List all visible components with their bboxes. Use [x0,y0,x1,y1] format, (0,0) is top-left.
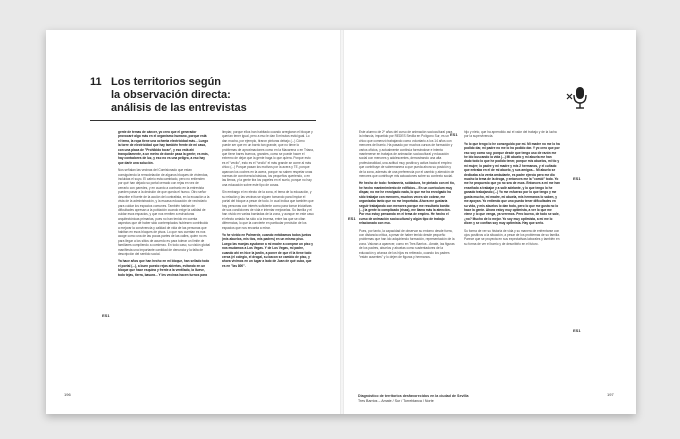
chapter-rule [90,120,316,121]
microphone-icon [566,85,588,111]
paragraph: He hecho de todo: fontanería, soldadura, he pintado con mi tío, he hecho mantenimiento de edificios... En un curriculum muy dispar, no me he enrolgado nada, lo que me ha enrolgado ha sido trabajar con menores, muchos veces sin cobrar, me organizaba tanto que no me importaba. Ahora me gustaría seguir trabajando con menores porque me resultaría bonito (...) la gente lo complicado (risas), me llama más la atención. Por eso estoy pensando en el tema de empleo. He hecho el curso de animación sociocultural y algún tipo de trabajo relacionado con eso. [359,181,455,226]
paragraph: hijo y nieto, que ha aprendido así el valor del trabajo y de la lucha por la supervivencia. [464,130,557,139]
paragraph: Este alumno de 2º años del curso de animación sociocultural para la infancia, impartido por REDES Sevilla en Polígono Sur, es un chico que comenzó trabajando como voluntario a los 14 años con menores del barrio. Ha pasado por muchos cursos de formación y varios oficios, y actualmente continúa formándose e intenta mantenerse en trabajos de animación sociocultural y educación social con menores y adolescentes, demostrando una alta profesionalidad, una actitud muy positiva y activa hacia el empleo que contribuye de sobremanera a que pueda ahora su posición y de la zona, además de una preferencia por el cambio y atención de menores que contribuye mis actuaciones sobre su contexto social. [359,130,455,179]
paragraph: Yo lo que tengo lo he conseguido por mí. Mi madre no me lo ha podido dar, mi padre no me lo ha podido dar. Y yo creo que por eso soy como soy, porque desde que tengo uso de razón me he ido buscando la vida (...) Mi abuelo y mi abuela me han dado todo lo que he podido tener, porque mis abuelos, mi tío y mi mujer; lo padre y mi madre y mis 2 hermanos, y el cuñado que entraba en el de mi abuelo, y sus amigos... Mi abuelo se dedicaba a la venta ambulante, es padre ejercía pero me dio mucho la tema de la droga, y entonces me la "comió" todo. Yo me he propuesto que yo no sea de esos. Entonces a mi me han enseñado a trabajar y a salir adelante, y lo que tengo lo he ganado trabajando (...) Yo me esfuerzo por lo que tengo y me gusta mucho, mi madre, mi abuela, mis hermanos lo saben, y me apoyan. Yo entiendo que uno pueda tener dificultades en su vida, y mis abuelos lo dan todo, pero lo que me gusta no lo hace la gente. Ahora estoy muy optimista, a ver lo que me viene y lo que venga, ya veremos. Pero bueno, de todo se sale, ¿no? Mucho de lo mejor. Yo soy muy optimista, a mí me lo dicen y se confían soy muy optimista. Hay que serlo. [464,141,560,226]
margin-label: ES1 [102,313,110,318]
margin-label: ES1 [573,328,581,333]
book-spread [46,30,636,414]
margin-label: ES1 [573,176,581,181]
paragraph: Pues, por tanto, la capacidad de observar su entorno desde fuera, con distancia crítica, a pesar de haber tenido desde pequeño problemas que han ido adquiriendo formación, representación de la zona. Valoran a aparecer, como en Tres Barrios - Amate, las figuras de los padres, abuelos y abuelas como sustentadores de la educación y crianza de los hijos es reiterado, cuando los padres "están ausentes" y lo dejen de figuras y hermanos. [359,228,455,259]
paragraph: Ya hace años que han hecho en mi bloque, han sellado todo el portal (...), a buen puesto rejas abiertas, evitando en un bloque que hace esquina y frente a la ventilado, la llueve, todo tejas, tierra, basura... Y les vecinas hacen turnos para [118,259,210,277]
chapter-title [111,76,311,115]
chapter-title-line: Los territorios según [111,76,222,88]
running-footer [358,394,528,404]
paragraph: Su forma de ver su historia de vida y su manera de enfrentarse con ojos positivos a la situación, a pesar de los problemas de su familia. Parece que se proyecta en sus expectativas laborales y también en su forma de ver el barrio y de describirlo en el futuro. [464,228,560,246]
footer-title: Diagnóstico de territorios desfavorecidos en la ciudad de Sevilla [358,394,469,398]
chapter-title-line: la observación directa: [111,89,231,101]
left-column-2 [222,130,314,378]
paragraph: limpiar, porque ellos han habitado cuando arreglaron el bloque y querían tener igual, pero a eso le dan 5 minutos está igual. Lo dan mucha, por ejemplo, tiraron pinturas debajo (...) Cómo puede ser que en un barrio tan grande, que no tiene lo problemas de aproximaciones como en la Macarena o en Triana, que tiene bares buenos, grandes, como se puede hacer el extremo de dejar que la gente haga lo que quiera. Porque esto es el "vecilo", esto es el "vecilo" el más grande se come al más chico (...) Porque pasan los motivos por la acera y TE, porque aparcan los coches en la acera, porque no saben respetar unas normas de convivencia básicas, los pequeños queriendo, o en las llenas, y la gente tira los papeles en el suelo, porque no hay una educación sobre este tipo de cosas. [222,130,314,187]
footer-subtitle: Tres Barrios – Amate / Sur / Torreblanca / Norte [358,399,434,403]
paragraph: Yo he vivido en Palmerde, cuando entábamos todos juntos (mis abuelos, mis tíos, mis padres) en un mismo piso. Luego las monjas ayudaron a mi madre a comprar un piso y nos mudamos a Los Vegas. Y de Los Vegas, mi padre, cuando ahí en hice la jardín, a poner de que él la tiene todo cerca (el colegio, el drogal, su bacon se cambio de piso, y ahora vivimos en un lugar a lado de Juan de qué cuba, que es en "las 800". [222,232,314,268]
paragraph: Nos señalan las vecinas del Comisionado que estan consiguiendo la remodelación de algunos bloques de viviendas, incluidas el suyo. El cabrío esta cambiado, pero no entienden por qué han dejado su portal cerrado con rejas en vez de cerrarlo con paredes, y en cuanto a contrario en la entrevista pueden pasar a la decisión de que queda el hueco. Otro señor describe el fuerte de la acción del contratista, en la ecuación a la vista de la administración, y la escasa educación de vecindario para cuidar los espacios comunes. También hablan de dificultades apresan a la población cuando exige la calidad de cuidar esos espacios, y que nos remiten a estructuras arquitectónicas primarias, pues no han tenido en cuenta aspectos que dé haber sido contemplados hubiesen contribuido a mejorar la convivencia y calidad de vida de las personas que habitan en esos bloques de pisos. Lo que nos cuentan es nos acoge como una de las pocas partes de las calles, quien no es para llegar a los sitios de acuerdo es para tolerar un limite de familiares cumpliendo a comienzo. En todo caso, su visión global manifiesta una importante cantidad de denuncia y la falta de descripción del sentido social. [118,168,210,256]
chapter-title-line: análisis de las entrevistas [111,102,247,114]
left-column-1 [118,130,210,378]
margin-label: ES1 [450,132,458,137]
right-column-2 [464,130,560,380]
page-number-right: 197 [607,392,614,397]
chapter-number: 11 [90,76,102,88]
right-column-1 [359,130,455,380]
book-spine [340,30,344,414]
margin-label: ES1 [348,216,356,221]
page-number-left: 196 [64,392,71,397]
paragraph: Sin embargo el ex electo de la zona, el tema de la educación, y su relación y las vecinas se siguen tomando para limpiar el portal del bloque a pesar de todo. In cual indica que también que hay personas con interés suficiente como para tomar iniciativas de sus condiciones de vida e intentar mejorarlas. Su familia y el han vivido en varias barriadas de la zona, y aunque en este caso el efecto arriado ha sido a la inversa, entre las que se citan diferencias, lo que la convierte en particular precisión de los espacios que nos encanta a mirar. [222,190,314,230]
paragraph: gente de temas de cáncer, yo creo que el generador provocaré algo más en el organismo humano, porque está el tema, la ropa tiene una ochenta electricidad más... Luego la torre de electricidad que hay también frente de mi casa, con una placa de "Prohibido tocar", y eso está ahí tranquilamente, a un metro de donde pasa la gente; es más, hay contadores de luz, y eso no es una peligro, a eso hay que darle una solución. [118,130,209,165]
